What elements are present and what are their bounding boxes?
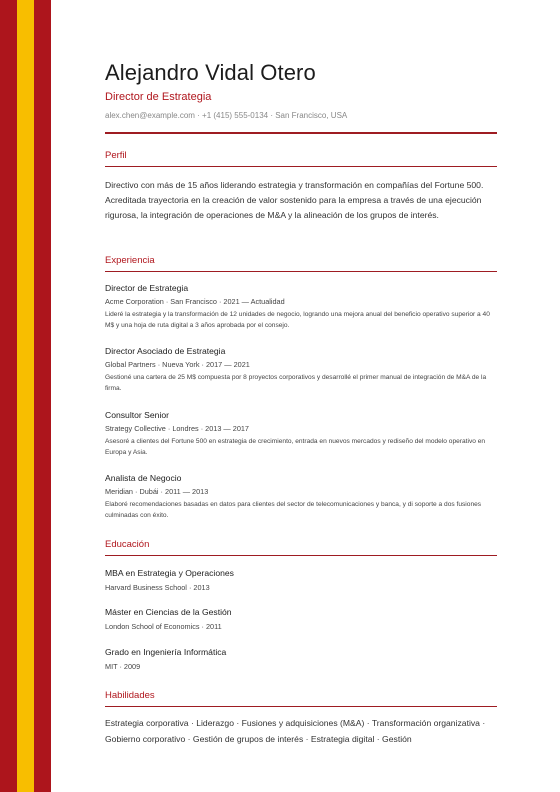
job-title: Director Asociado de Estrategia: [105, 346, 226, 356]
experience-item: [105, 410, 497, 458]
degree-meta: London School of Economics · 2011: [105, 622, 222, 631]
job-meta: Strategy Collective · Londres · 2013 — 2017: [105, 424, 249, 433]
section-title-profile: Perfil: [105, 150, 127, 161]
education-item: [105, 568, 497, 592]
job-meta: Acme Corporation · San Francisco · 2021 — Actualidad: [105, 297, 285, 306]
job-title: Consultor Senior: [105, 410, 170, 420]
left-stripe-red-outer: [0, 0, 17, 792]
skills-text: Estrategia corporativa · Liderazgo · Fusiones y adquisiciones (M&A) · Transformación organizativa · Gobierno corporativo · Gestión de grupos de interés · Estrategia digital · Gestión: [105, 718, 486, 744]
job-description: Gestioné una cartera de 25 M$ compuesta por 8 proyectos corporativos y desarrollé el primer manual de integración de M&A de la firma.: [105, 374, 487, 392]
section-rule-education: [105, 555, 497, 556]
job-title: Director de Estrategia: [105, 283, 189, 293]
section-title-education: Educación: [105, 539, 150, 550]
degree-title: MBA en Estrategia y Operaciones: [105, 568, 234, 578]
job-meta: Meridian · Dubái · 2011 — 2013: [105, 487, 209, 496]
education-item: [105, 647, 497, 671]
job-description: Elaboré recomendaciones basadas en datos para clientes del sector de telecomunicaciones y banca, y di soporte a dos fusiones culminadas con éxito.: [105, 501, 482, 519]
left-stripe-red-inner: [34, 0, 51, 792]
candidate-name: Alejandro Vidal Otero: [105, 60, 316, 85]
job-title: Analista de Negocio: [105, 473, 182, 483]
job-description: Asesoré a clientes del Fortune 500 en estrategia de crecimiento, entrada en nuevos mercados y rediseño del modelo operativo en Europa y Asia.: [105, 438, 486, 456]
degree-title: Máster en Ciencias de la Gestión: [105, 607, 232, 617]
section-title-experience: Experiencia: [105, 255, 155, 266]
experience-item: [105, 473, 497, 521]
degree-meta: Harvard Business School · 2013: [105, 583, 210, 592]
experience-item: [105, 346, 497, 394]
section-rule-profile: [105, 166, 497, 167]
degree-meta: MIT · 2009: [105, 662, 141, 671]
degree-title: Grado en Ingeniería Informática: [105, 647, 227, 657]
section-rule-experience: [105, 271, 497, 272]
section-title-skills: Habilidades: [105, 690, 155, 701]
left-stripe-yellow: [17, 0, 34, 792]
section-rule-skills: [105, 706, 497, 707]
profile-text: Directivo con más de 15 años liderando estrategia y transformación en compañías del Fortune 500. Acreditada trayectoria en la creación de valor sostenido para la empresa a través de una ejecución rigurosa, la integración de operaciones de M&A y la alineación de los grupos de interés.: [105, 180, 484, 220]
education-item: [105, 607, 497, 631]
contact-line: alex.chen@example.com · +1 (415) 555-0134 · San Francisco, USA: [105, 111, 348, 120]
job-description: Lideré la estrategia y la transformación de 12 unidades de negocio, logrando una mejora anual del beneficio operativo superior a 40 M$ y una hoja de ruta digital a 3 años aprobada por el consejo.: [105, 311, 490, 329]
candidate-role: Director de Estrategia: [105, 91, 212, 103]
job-meta: Global Partners · Nueva York · 2017 — 2021: [105, 360, 250, 369]
header-divider: [105, 132, 497, 134]
experience-item: [105, 283, 497, 331]
